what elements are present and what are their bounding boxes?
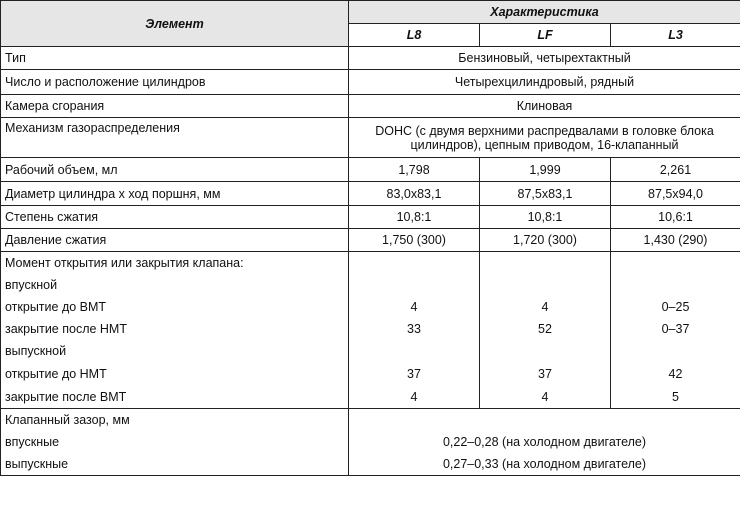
cell-l3: 87,5x94,0 (611, 182, 740, 206)
valvetrain-line-1: DOHC (с двумя верхними распредвалами в головке блока (375, 123, 714, 138)
table-row (1, 206, 740, 229)
header-characteristic: Характеристика (349, 1, 740, 24)
row-value-multiline (349, 118, 740, 158)
cell-l3 (611, 274, 740, 296)
row-value: Бензиновый, четырехтактный (349, 47, 740, 70)
table-row (1, 182, 740, 206)
row-label: Число и расположение цилиндров (1, 70, 349, 95)
cell-l3: 0–37 (611, 318, 740, 340)
table-row (1, 70, 740, 95)
row-label: закрытие после ВМТ (1, 386, 349, 409)
cell-l3: 1,430 (290) (611, 229, 740, 252)
subgroup-label: выпускной (1, 340, 349, 362)
cell-lf (480, 274, 611, 296)
row-value: 0,22–0,28 (на холодном двигателе) (349, 431, 740, 453)
row-value: Клиновая (349, 95, 740, 118)
table-row (1, 229, 740, 252)
row-label: открытие до ВМТ (1, 296, 349, 318)
row-label: Камера сгорания (1, 95, 349, 118)
table-row (1, 296, 740, 318)
cell-lf: 4 (480, 296, 611, 318)
cell-l3: 0–25 (611, 296, 740, 318)
table-row (1, 340, 740, 362)
table-row (1, 431, 740, 453)
row-value: 0,27–0,33 (на холодном двигателе) (349, 453, 740, 476)
cell-l8 (349, 340, 480, 362)
table-row (1, 362, 740, 386)
cell-l8: 83,0x83,1 (349, 182, 480, 206)
row-label: выпускные (1, 453, 349, 476)
cell-lf: 1,720 (300) (480, 229, 611, 252)
cell-l8: 4 (349, 386, 480, 409)
cell-lf: 87,5x83,1 (480, 182, 611, 206)
cell-lf: 1,999 (480, 158, 611, 182)
cell-lf (480, 340, 611, 362)
row-label: Диаметр цилиндра х ход поршня, мм (1, 182, 349, 206)
row-label: Давление сжатия (1, 229, 349, 252)
header-model-lf: LF (480, 24, 611, 47)
cell-l8 (349, 252, 480, 275)
table-row (1, 409, 740, 432)
table-header-row (1, 1, 740, 24)
table-row (1, 252, 740, 275)
cell-l3: 10,6:1 (611, 206, 740, 229)
row-label: закрытие после НМТ (1, 318, 349, 340)
cell-l8: 4 (349, 296, 480, 318)
row-label: Рабочий объем, мл (1, 158, 349, 182)
table-row (1, 453, 740, 476)
cell-l8: 1,750 (300) (349, 229, 480, 252)
cell-l8: 33 (349, 318, 480, 340)
table-row (1, 158, 740, 182)
cell-l3 (611, 252, 740, 275)
row-label: Механизм газораспределения (1, 118, 349, 158)
cell-lf: 4 (480, 386, 611, 409)
group-label: Клапанный зазор, мм (1, 409, 349, 432)
cell-lf: 10,8:1 (480, 206, 611, 229)
header-element: Элемент (1, 1, 349, 47)
cell-l3 (611, 340, 740, 362)
table-row (1, 386, 740, 409)
table-row (1, 118, 740, 158)
table-row (1, 95, 740, 118)
subgroup-label: впускной (1, 274, 349, 296)
header-model-l3: L3 (611, 24, 740, 47)
row-label: Степень сжатия (1, 206, 349, 229)
cell-lf: 52 (480, 318, 611, 340)
cell-l3: 5 (611, 386, 740, 409)
group-label: Момент открытия или закрытия клапана: (1, 252, 349, 275)
row-label: Тип (1, 47, 349, 70)
row-label: открытие до НМТ (1, 362, 349, 386)
header-model-l8: L8 (349, 24, 480, 47)
cell-l3: 2,261 (611, 158, 740, 182)
row-value: Четырехцилиндровый, рядный (349, 70, 740, 95)
cell-l3: 42 (611, 362, 740, 386)
row-label: впускные (1, 431, 349, 453)
cell-l8: 1,798 (349, 158, 480, 182)
table-row (1, 47, 740, 70)
table-row (1, 274, 740, 296)
cell-lf: 37 (480, 362, 611, 386)
table-row (1, 318, 740, 340)
cell-l8: 37 (349, 362, 480, 386)
valvetrain-line-2: цилиндров), цепным приводом, 16-клапанный (410, 137, 679, 152)
cell-empty (349, 409, 740, 432)
cell-l8: 10,8:1 (349, 206, 480, 229)
cell-lf (480, 252, 611, 275)
cell-l8 (349, 274, 480, 296)
